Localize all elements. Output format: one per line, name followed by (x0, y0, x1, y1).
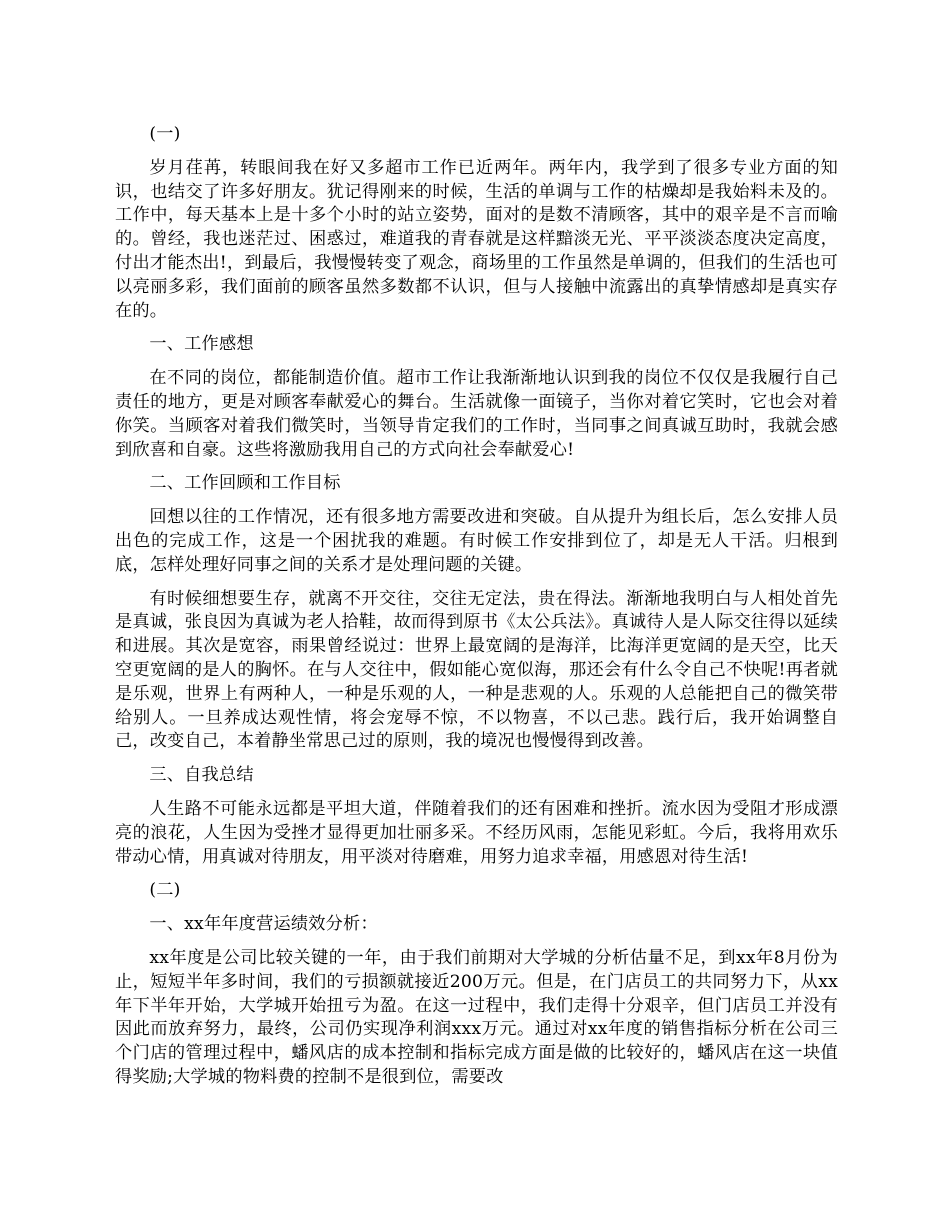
heading-work-thoughts: 一、工作感想 (149, 334, 254, 355)
paragraph-relationships: 有时候细想要生存，就离不开交往，交往无定法，贵在得法。渐渐地我明白与人相处首先是真诚，张良因为真诚为老人拾鞋，故而得到原书《太公兵法》。真诚待人是人际交往得以延续和进展。其次是宽容，雨果曾经说过：世界上最宽阔的是海洋，比海洋更宽阔的是天空，比天空更宽阔的是人的胸怀。在与人交往中，假如能心宽似海，那还会有什么令自己不快呢!再者就是乐观，世界上有两种人，一种是乐观的人，一种是悲观的人。乐观的人总能把自己的微笑带给别人。一旦养成达观性情，将会宠辱不惊，不以物喜，不以己悲。践行后，我开始调整自己，改变自己，本着静坐常思己过的原则，我的境况也慢慢得到改善。 (115, 588, 838, 752)
section-marker-2: (二) (149, 880, 181, 901)
section-marker-1: (一) (149, 124, 181, 144)
paragraph-performance: xx年度是公司比较关键的一年，由于我们前期对大学城的分析估量不足，到xx年8月份为止，短短半年多时间，我们的亏损额就接近200万元。但是，在门店员工的共同努力下，从xx年下半年开始，大学城开始扭亏为盈。在这一过程中，我们走得十分艰辛，但门店员工并没有因此而放弃努力，最终，公司仍实现净利润xxx万元。通过对xx年度的销售指标分析在公司三个门店的管理过程中，蟠风店的成本控制和指标完成方面是做的比较好的，蟠风店在这一块值得奖励;大学城的物料费的控制不是很到位，需要改 (115, 947, 838, 1087)
paragraph-work-thoughts: 在不同的岗位，都能制造价值。超市工作让我渐渐地认识到我的岗位不仅仅是我履行自己责任的地方，更是对顾客奉献爱心的舞台。生活就像一面镜子，当你对着它笑时，它也会对着你笑。当顾客对着我们微笑时，当领导肯定我们的工作时，当同事之间真诚互助时，我就会感到欣喜和自豪。这些将激励我用自己的方式向社会奉献爱心! (115, 368, 838, 460)
heading-review-goals: 二、工作回顾和工作目标 (149, 473, 341, 494)
paragraph-self-summary: 人生路不可能永远都是平坦大道，伴随着我们的还有困难和挫折。流水因为受阻才形成漂亮的浪花，人生因为受挫才显得更加壮丽多采。不经历风雨，怎能见彩虹。今后，我将用欢乐带动心情，用真诚对待朋友，用平淡对待磨难，用努力追求幸福，用感恩对待生活! (115, 798, 838, 867)
paragraph-review: 回想以往的工作情况，还有很多地方需要改进和突破。自从提升为组长后，怎么安排人员出色的完成工作，这是一个困扰我的难题。有时候工作安排到位了，却是无人干活。归根到底，怎样处理好同事之间的关系才是处理问题的关键。 (115, 507, 838, 575)
paragraph-intro: 岁月荏苒，转眼间我在好又多超市工作已近两年。两年内，我学到了很多专业方面的知识，也结交了许多好朋友。犹记得刚来的时候，生活的单调与工作的枯燥却是我始料未及的。工作中，每天基本上是十多个小时的站立姿势，面对的是数不清顾客，其中的艰辛是不言而喻的。曾经，我也迷茫过、困惑过，难道我的青春就是这样黯淡无光、平平淡淡态度决定高度，付出才能杰出!，到最后，我慢慢转变了观念，商场里的工作虽然是单调的，但我们的生活也可以亮丽多彩，我们面前的顾客虽然多数都不认识，但与人接触中流露出的真挚情感却是真实存在的。 (115, 157, 838, 321)
document-page (115, 123, 838, 1100)
heading-performance-analysis: 一、xx年年度营运绩效分析： (149, 914, 378, 935)
heading-self-summary: 三、自我总结 (149, 765, 254, 786)
